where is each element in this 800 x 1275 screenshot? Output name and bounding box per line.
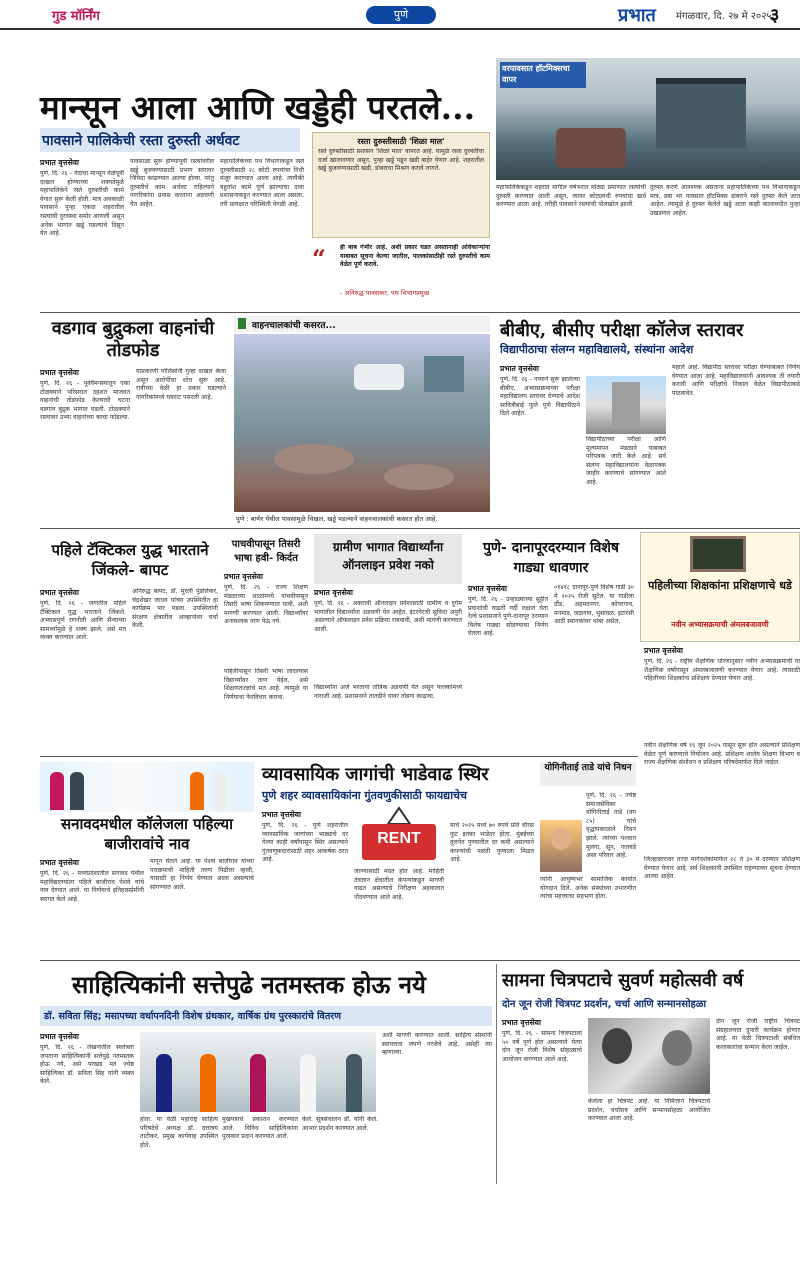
person-shape — [70, 772, 84, 810]
section-pill: पुणे — [366, 6, 436, 24]
story14-byline: प्रभात वृत्तसेवा — [502, 1018, 541, 1027]
face-shape — [602, 1028, 632, 1064]
story5-byline: प्रभात वृत्तसेवा — [40, 588, 79, 597]
story4-col2: विद्यापीठाच्या परीक्षा आणि मूल्यमापन मंडळाने याबाबत परिपत्रक जारी केले आहे. सर्व संलग्न महाविद्यालयांना वेळापत्रक जाहीर करण्याचे सांगण्यात आले आहे. — [586, 436, 666, 486]
story11-col2: जाण्यासाठी मदत होत आहे. माहिती तंत्रज्ञान क्षेत्रातील कंपन्यांकडून मागणी वाढत असल्याचे निरीक्षण अहवालात नोंदवण्यात आले आहे. — [354, 868, 444, 901]
story5-headline: पहिले टॅक्टिकल युद्ध भारताने जिंकले- बापट — [51, 541, 209, 579]
story8-headline: पुणे- दानापूरदरम्यान विशेष गाड्या धावणार — [482, 540, 619, 576]
story4-col1: पुणे, दि. २६ - नव्याने सुरू झालेल्या बीबीए, अभ्यासक्रमाच्या परीक्षा महाविद्यालय स्तरावर घेण्याचे आदेश सावित्रीबाई फुले पुणे विद्यापीठाने दिले आहेत. — [500, 376, 580, 418]
truck-shape — [656, 78, 746, 148]
divider-4 — [40, 960, 800, 961]
story11-byline: प्रभात वृत्तसेवा — [262, 810, 301, 819]
page-number: ३ — [770, 5, 780, 26]
story1-subhead: पावसाने पालिकेची रस्ता दुरुस्ती अर्धवट — [42, 133, 240, 149]
story1-col1: पुणे, दि. २६ - यंदाचा मान्सून वेळेपूर्वी दाखल होण्याच्या शक्यतेमुळे महापालिकेने रस्ते दुरुस्तीची कामे वेगात सुरू केली होती. मात्र अवकाळी पावसाने पुन्हा एकदा शहरातील रस्त्यांची दुरवस्था समोर आणली असून अनेक भागांत खड्डे पडल्याचे दिसून येत आहे. — [40, 170, 124, 238]
story12-col1: पुणे, दि. २६ - ज्येष्ठ समाजसेविका योगिनीताई ताडे (वय ८५) यांचे वृद्धापकाळाने निधन झाले. त्यांच्या पश्चात मुलगा, सून, नातवंडे असा परिवार आहे. — [586, 792, 636, 860]
story10-col2: मानून घेतले आहे. या पेशवे बाजीराव यांच्या पराक्रमाची माहिती तरुण पिढीला व्हावी, यासाठी हा निर्णय घेण्यात आला असल्याचे सांगण्यात आले. — [150, 858, 254, 891]
story4-headline: बीबीए, बीसीए परीक्षा कॉलेज स्तरावर — [500, 320, 744, 341]
story4-col3: महाले आहे. विद्यापीठ स्तरावर परीक्षा घेण्याबाबत निर्णय घेण्यात आला आहे. महाविद्यालयांनी आवश्यक ती तयारी करावी आणि परीक्षांचे निकाल वेळेत विद्यापीठाकडे पाठवावेत. — [672, 364, 800, 397]
story1-quote: ही बाब गंभीर आहे. अशी प्रकार घडत असतानाही अधिकाऱ्यांना याबाबत सूचना केल्या जातील, पालकांसाठीही रस्ते दुरुस्तीचे काम वेळेत पूर्ण करावे. — [340, 244, 490, 269]
story7-byline: प्रभात वृत्तसेवा — [314, 588, 353, 597]
story1-headline: मान्सून आला आणि खड्डेही परतले... — [40, 88, 476, 127]
story13-col3: मुखपत्राचे प्रकाशन करण्यात आले. विविध साहित्यिकांना पुरस्कार प्रदान करण्यात आले. — [222, 1116, 298, 1141]
story13-col5: केले. सूत्रसंचालन डॉ. यांनी केले. आभार प्रदर्शन करण्यात आले. — [302, 1116, 378, 1132]
car-shape — [354, 364, 404, 390]
story8-col2: ०१४१८ दानापूर-पुणे विशेष गाडी ३० मे २०२५ रोजी सुटेल. या गाडीला दौंड, अहमदनगर, कोपरगाव, मनमाड, जळगाव, भुसावळ, इटारसी आदी स्थानकांवर थांबा असेल. — [554, 584, 634, 626]
divider-vertical — [496, 964, 497, 1184]
story11-headline: व्यावसायिक जागांची भाडेवाढ स्थिर — [262, 764, 489, 785]
story1-box-title: रस्ता दुरुस्तीसाठी 'शिळा माल' — [357, 137, 445, 146]
story1-byline: प्रभात वृत्तसेवा — [40, 158, 79, 167]
story13-byline: प्रभात वृत्तसेवा — [40, 1032, 79, 1041]
person-shape — [300, 1054, 316, 1112]
pothole-shape — [274, 444, 354, 474]
page-header — [0, 0, 800, 30]
story1-box-text: रस्ते दुरुस्तीसाठी प्रशासन 'शिळा माल' वापरत आहे. यामुळे रस्ता दुरुस्तीचा दर्जा खालावणार असून, पुन्हा खड्डे पडून खडी बाहेर येणार आहे. शहरातील खड्डे बुजवण्यासाठी खडी, डांबराचा मिश्रण करावे लागते. — [318, 148, 484, 173]
vehicle-shape — [424, 356, 464, 392]
issue-date: मंगळवार, दि. २७ मे २०२५ — [676, 11, 772, 22]
story3-caption: पुणे : बाणेर येथील पावसामुळे चिखल, खड्डे पडल्याने वाहनचालकांची कसरत होत आहे. — [236, 515, 438, 523]
story3-title: वाहनचालकांची कसरत... — [252, 321, 336, 331]
story1-col3: महापालिकेच्या पथ विभागाकडून रस्ते दुरुस्तीसाठी २८ कोटी रुपयांचा निधी मंजूर करण्यात आला आहे. त्यापैकी बहुतांश कामे पूर्ण झाल्याचा दावा प्रशासनाकडून करण्यात आला असला, तरी प्रत्यक्षात परिस्थिती वेगळी आहे. — [220, 158, 304, 208]
story4-photo — [586, 376, 666, 434]
story2-col1: पुणे, दि. २६ - पूर्ववैमनस्यातून एका टोळक्याने परिसरात दहशत माजवत वाहनांची तोडफोड केल्याची घटना वडगाव बुद्रुक भागात घडली. टोळक्याने रस्त्यावर उभ्या वाहनांच्या काचा फोडल्या. — [40, 380, 130, 422]
building-tower-shape — [612, 382, 640, 426]
story10-byline: प्रभात वृत्तसेवा — [40, 858, 79, 867]
story5-col2: अनिरुद्ध बापट, डॉ. मुरली पुंडलिकर, चंद्रशेखर जाधव यांच्या उपस्थितीत हा कार्यक्रम पार पडला. उपस्थितांनी संरक्षण क्षेत्रातील आव्हानांवर चर्चा केली. — [132, 588, 218, 630]
story7-col2: विद्यार्थ्यांना अर्ज भरताना तांत्रिक अडचणी येत असून पालकांमध्ये नाराजी आहे. प्रशासनाने तातडीने यावर तोडगा काढावा. — [314, 684, 462, 700]
story9-col1: पुणे, दि. २६ - राष्ट्रीय शैक्षणिक धोरणानुसार नवीन अभ्यासक्रमाची या शैक्षणिक वर्षापासून अंमलबजावणी करण्यात येणार आहे. त्यासाठी पहिलीच्या शिक्षकांना प्रशिक्षण देण्यात येणार आहे. — [644, 658, 800, 683]
masthead-left-title: गुड मॉर्निंग — [52, 9, 100, 24]
person-shape — [212, 772, 226, 810]
story6-byline: प्रभात वृत्तसेवा — [224, 572, 263, 581]
person-shape — [200, 1054, 216, 1112]
story7-col1: पुणे, दि. २६ - अकरावी ऑनलाइन प्रवेशासाठी ग्रामीण व दुर्गम भागांतील विद्यार्थ्यांना अडचणी येत आहेत. इंटरनेटची सुविधा अपुरी असल्याने ऑफलाइन प्रवेश प्रक्रिया राबवावी, अशी मागणी करण्यात आली. — [314, 600, 462, 633]
story1-col5: दुरुस्त करणे आवश्यक असताना महापालिकेच्या पथ विभागाकडून मात्र, डबा भर पावसात हॉटमिक्स डांबराने रस्ते दुरुस्त केले जात आहेत. त्यामुळे हे दुरुस्त केलेले खड्डे आता काही कालावधीत पुन्हा उखडणार आहेत. — [650, 184, 800, 217]
story4-byline: प्रभात वृत्तसेवा — [500, 364, 539, 373]
story11-col3: मार्च २०२५ मध्ये ७० रुपये प्रति चौरस फूट इतका भाडेदर होता. मुंबईच्या तुलनेत पुण्यातील दर कमी असल्याने कंपन्यांची पसंती पुण्याला मिळत आहे. — [450, 822, 534, 864]
story7-headline: ग्रामीण भागात विद्यार्थ्यांना ऑनलाइन प्रवेश नको — [332, 540, 444, 572]
story9-col2: नवीन शैक्षणिक वर्ष १६ जून २०२५ पासून सुरू होत असल्याने प्रशिक्षण वेळेत पूर्ण करण्याचे नियोजन आहे. प्रशिक्षण शालेय शिक्षण विभाग व राज्य शैक्षणिक संशोधन व प्रशिक्षण परिषदेमार्फत दिले जाईल. — [644, 742, 800, 767]
story9-subhead: नवीन अभ्यासक्रमाची अंमलबजावणी — [671, 620, 769, 629]
story10-photo — [40, 762, 254, 812]
story11-col1: पुणे, दि. २६ - पुणे शहरातील व्यावसायिक जागांच्या भाड्याचे दर गेल्या काही वर्षांपासून स्थिर असल्याने गुंतवणूकदारांसाठी शहर आकर्षक ठरत आहे. — [262, 822, 348, 864]
story14-col3: दोन जून रोजी राष्ट्रीय चित्रपट संग्रहालयात दुपारी कार्यक्रम होणार आहे. या वेळी चित्रपटाशी संबंधित कलाकारांचा सन्मान केला जाईल. — [716, 1018, 800, 1051]
divider-2 — [40, 528, 800, 529]
story14-headline: सामना चित्रपटाचे सुवर्ण महोत्सवी वर्ष — [502, 970, 744, 991]
face-shape — [662, 1030, 692, 1066]
story3-photo — [234, 334, 490, 512]
machine-shape — [556, 128, 626, 168]
blackboard-icon — [690, 536, 746, 572]
story13-col1: पुणे, दि. २६ - लेखनातील स्वतंत्रता जपताना साहित्यिकांनी सत्तेपुढे नतमस्तक होऊ नये, असे परखड मत ज्येष्ठ साहित्यिका डॉ. सविता सिंह यांनी व्यक्त केले. — [40, 1044, 134, 1086]
story6-col1: पुणे, दि. २६ - राज्य शिक्षण मंडळाच्या शाळांमध्ये पाचवीपासून तिसरी भाषा शिकवण्यात यावी, अशी मागणी करण्यात आली. विद्यार्थ्यांवर अनावश्यक ताण येऊ नये. — [224, 584, 308, 626]
story9-col3: जिल्हास्तरावर तज्ज्ञ मार्गदर्शकांमार्फत २८ ते ३० मे दरम्यान प्रशिक्षण घेण्यात येणार आहे. सर्व शिक्षकांनी उपस्थित राहण्याच्या सूचना देण्यात आल्या आहेत. — [644, 856, 800, 881]
story10-col1: पुणे, दि. २६ - मध्यप्रदेशातील सनावद येथील महाविद्यालयाला पहिले बाजीराव पेशवे यांचे नाव देण्यात आले. या निर्णयाचे इतिहासप्रेमींनी स्वागत केले आहे. — [40, 870, 144, 903]
story1-quote-by: - अनिरुद्ध पावसकर, पथ विभागप्रमुख — [340, 289, 430, 297]
divider-1 — [40, 312, 800, 313]
story1-col2: पावसाळा सुरू होण्यापूर्वी रस्त्यांवरील खड्डे बुजवण्यासाठी प्रभाग स्तरावर निविदा काढण्यात आल्या होत्या. परंतु दुरुस्तीचे काम अर्धवट राहिल्याने नागरिकांना प्रवास करताना अडचणी येत आहेत. — [130, 158, 214, 208]
story14-col2: केलेला हा चित्रपट आहे. या निमित्ताने चित्रपटाचे प्रदर्शन, चर्चासत्र आणि सन्मानसोहळा आयोजित करण्यात आला आहे. — [588, 1098, 710, 1123]
person-shape — [250, 1054, 266, 1112]
quote-mark-icon: “ — [312, 244, 326, 273]
rent-sign-text: RENT — [377, 830, 421, 847]
story8-byline: प्रभात वृत्तसेवा — [468, 584, 507, 593]
story13-col2: होता. या वेळी महाराष्ट्र साहित्य परिषदेचे अध्यक्ष डॉ. दत्तात्रय ताटीकर, प्रमुख कार्यवाह उपस्थित होते. — [140, 1116, 218, 1149]
story1-photo-caption: वरपावसात हॉटमिक्सचा वापर — [502, 64, 570, 84]
person-shape — [50, 772, 64, 810]
story2-headline: वडगाव बुद्रुकला वाहनांची तोडफोड — [51, 318, 215, 361]
person-shape — [156, 1054, 172, 1112]
person-shape — [190, 772, 204, 810]
story12-col2: त्यांनी आयुष्यभर सामाजिक कार्यात योगदान दिले. अनेक संस्थांच्या उभारणीत त्यांचा महत्त्वाचा सहभाग होता. — [540, 876, 636, 901]
obituary-portrait — [540, 820, 582, 872]
story14-col1: पुणे, दि. २६ - सामना चित्रपटाला ५० वर्षे पूर्ण होत असल्याने येत्या दोन जून रोजी विशेष सोहळ्याचे आयोजन करण्यात आले आहे. — [502, 1030, 582, 1063]
story13-col4: अशी मागणी करण्यात आली. साहित्य संस्थांनी स्वायत्तता जपणे गरजेचे आहे, असेही त्या म्हणाल्या. — [382, 1032, 492, 1057]
story9-byline: प्रभात वृत्तसेवा — [644, 646, 683, 655]
story8-col1: पुणे, दि. २६ - उन्हाळ्याच्या सुट्टीत प्रवाशांची वाढती गर्दी लक्षात घेता रेल्वे प्रशासनाने पुणे-दानापूर दरम्यान विशेष गाड्या सोडण्याचा निर्णय घेतला आहे. — [468, 596, 548, 638]
newspaper-logo: प्रभात — [618, 5, 656, 26]
pothole-shape — [384, 464, 454, 490]
title-marker-icon — [238, 318, 246, 329]
story13-photo — [140, 1032, 376, 1112]
story4-subhead: विद्यापीठाचा संलग्न महाविद्यालये, संस्थांना आदेश — [500, 343, 694, 356]
story6-col2: पहिलीपासून तिसरी भाषा लादल्यास विद्यार्थ्यांवर ताण येईल, असे शिक्षणतज्ज्ञांचे मत आहे. त्यामुळे या निर्णयाचा फेरविचार करावा. — [224, 668, 308, 701]
story12-headline: योगिनीताई ताडे यांचे निधन — [544, 763, 632, 773]
divider-3 — [40, 756, 638, 757]
story13-subhead: डॉ. सविता सिंह; मसापच्या वर्धापनदिनी विशेष ग्रंथकार, वार्षिक ग्रंथ पुरस्कारांचे वितरण — [44, 1011, 341, 1022]
story6-headline: पाचवीपासून तिसरी भाषा हवी- किर्दत — [231, 539, 301, 564]
story14-photo — [588, 1018, 710, 1094]
story2-byline: प्रभात वृत्तसेवा — [40, 368, 79, 377]
face-shape — [551, 828, 571, 850]
story5-col1: पुणे, दि. २६ - जगातील पहिले टॅक्टिकल युद्ध भारताने जिंकले. अभ्यासपूर्ण रणनीती आणि सैन्याच्या सामर्थ्यामुळे हे शक्य झाले, असे मत व्यक्त करण्यात आले. — [40, 600, 126, 642]
story11-subhead: पुणे शहर व्यावसायिकांना गुंतवणुकीसाठी फायद्याचेच — [262, 789, 468, 802]
story1-col4: महापालिकेकडून शहरात मागील वर्षभरात मोठ्या प्रमाणात रस्त्यांची दुरुस्ती करण्यात आली असून, त्यावर कोट्यवधी रुपयांचा खर्च करण्यात आला आहे. तरीही पावसाने रस्त्यांची पोलखोल झाली. — [496, 184, 646, 209]
story2-col2: याप्रकरणी पोलिसांनी गुन्हा दाखल केला असून आरोपींचा शोध सुरू आहे. रात्रीच्या वेळी हा प्रकार घडल्याने नागरिकांमध्ये घबराट पसरली आहे. — [136, 368, 226, 401]
person-shape — [346, 1054, 362, 1112]
story13-headline: साहित्यिकांनी सत्तेपुढे नतमस्तक होऊ नये — [72, 970, 426, 999]
story9-headline: पहिलीच्या शिक्षकांना प्रशिक्षणाचे धडे — [648, 579, 792, 592]
story14-subhead: दोन जून रोजी चित्रपट प्रदर्शन, चर्चा आणि सन्मानसोहळा — [502, 999, 707, 1010]
story10-headline: सनावदमधील कॉलेजला पहिल्या बाजीरावांचे नाव — [61, 815, 233, 853]
